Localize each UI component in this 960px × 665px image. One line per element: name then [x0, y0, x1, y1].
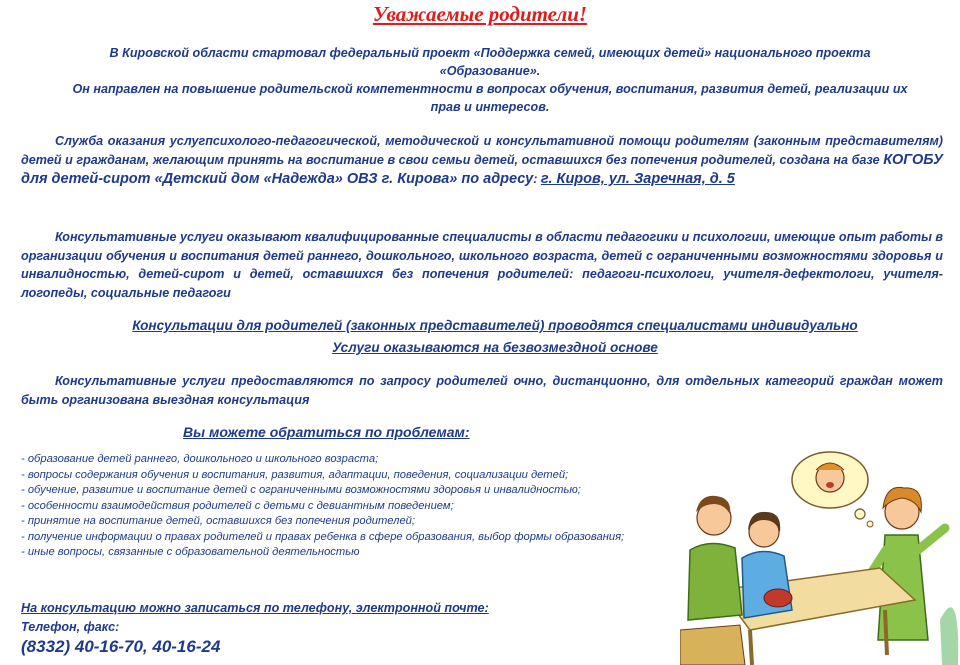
service-colon: : [533, 172, 541, 186]
service-paragraph [21, 132, 943, 189]
list-item: - обучение, развитие и воспитание детей с ограниченными возможностями здоровья и инвалидностью; [21, 484, 581, 496]
phone-numbers[interactable]: (8332) 40-16-70, 40-16-24 [21, 637, 221, 656]
signup-text: На консультацию можно записаться по телефону, электронной почте: [21, 601, 489, 615]
formats-paragraph: Консультативные услуги предоставляются по запросу родителей очно, дистанционно, для отдельных категорий граждан может быть организована выездная консультация [21, 374, 943, 407]
problems-heading: Вы можете обратиться по проблемам: [183, 424, 470, 440]
service-text: Служба оказания услугпсихолого-педагогической, методической и консультативной помощи родителям (законным представителям) детей и гражданам, желающим принять на воспитание в свои семьи детей, оставшихся без попечения родителей, создана на базе [21, 134, 943, 167]
teacher-figure-icon [870, 487, 945, 640]
list-item: - иные вопросы, связанные с образовательной деятельностью [21, 546, 360, 558]
specialists-paragraph: Консультативные услуги оказывают квалифицированные специалисты в области педагогики и психологии, имеющие опыт работы в организации обучения и воспитания детей раннего, дошкольного, школьного возраста, детей с ограниченными возможностями здоровья и инвалидностью, детей-сирот и детей, оставшихся без попечения родителей: педагоги-психологи, учителя-дефектологи, учителя-логопеды, социальные педагоги [21, 230, 943, 300]
service-organization: КОГОБУ для детей-сирот «Детский дом «Надежда» ОВЗ г. Кирова» по адресу [21, 152, 943, 187]
intro-block [60, 44, 920, 116]
intro-line-2: Он направлен на повышение родительской компетентности в вопросах обучения, воспитания, развития детей, реализации их прав и интересов. [72, 82, 908, 114]
phone-label: Телефон, факс: [21, 620, 120, 634]
free-service-line: Услуги оказываются на безвозмездной основе [332, 340, 658, 355]
father-figure-icon [680, 496, 745, 665]
thought-bubble-icon [792, 452, 873, 527]
list-item: - особенности взаимодействия родителей с детьми с девиантным поведением; [21, 499, 454, 512]
consult-individual-line: Консультации для родителей (законных представителей) проводятся специалистами индивидуально [132, 318, 858, 333]
intro-line-1: В Кировской области стартовал федеральный проект «Поддержка семей, имеющих детей» национального проекта «Образование». [109, 46, 871, 78]
list-item: - принятие на воспитание детей, оставшихся без попечения родителей; [21, 515, 416, 527]
mother-figure-icon [742, 512, 792, 618]
list-item: - образование детей раннего, дошкольного и школьного возраста; [21, 453, 379, 465]
list-item: - получение информации о правах родителей и правах ребенка в сфере образования, выбор формы образования; [21, 530, 625, 543]
consultation-illustration [680, 440, 960, 665]
leaf-decoration-icon [940, 607, 958, 665]
list-item: - вопросы содержания обучения и воспитания, развития, адаптации, поведения, социализации детей; [21, 468, 569, 481]
service-address: г. Киров, ул. Заречная, д. 5 [540, 171, 735, 187]
problems-list [21, 452, 681, 561]
page-title: Уважаемые родители! [372, 2, 588, 26]
